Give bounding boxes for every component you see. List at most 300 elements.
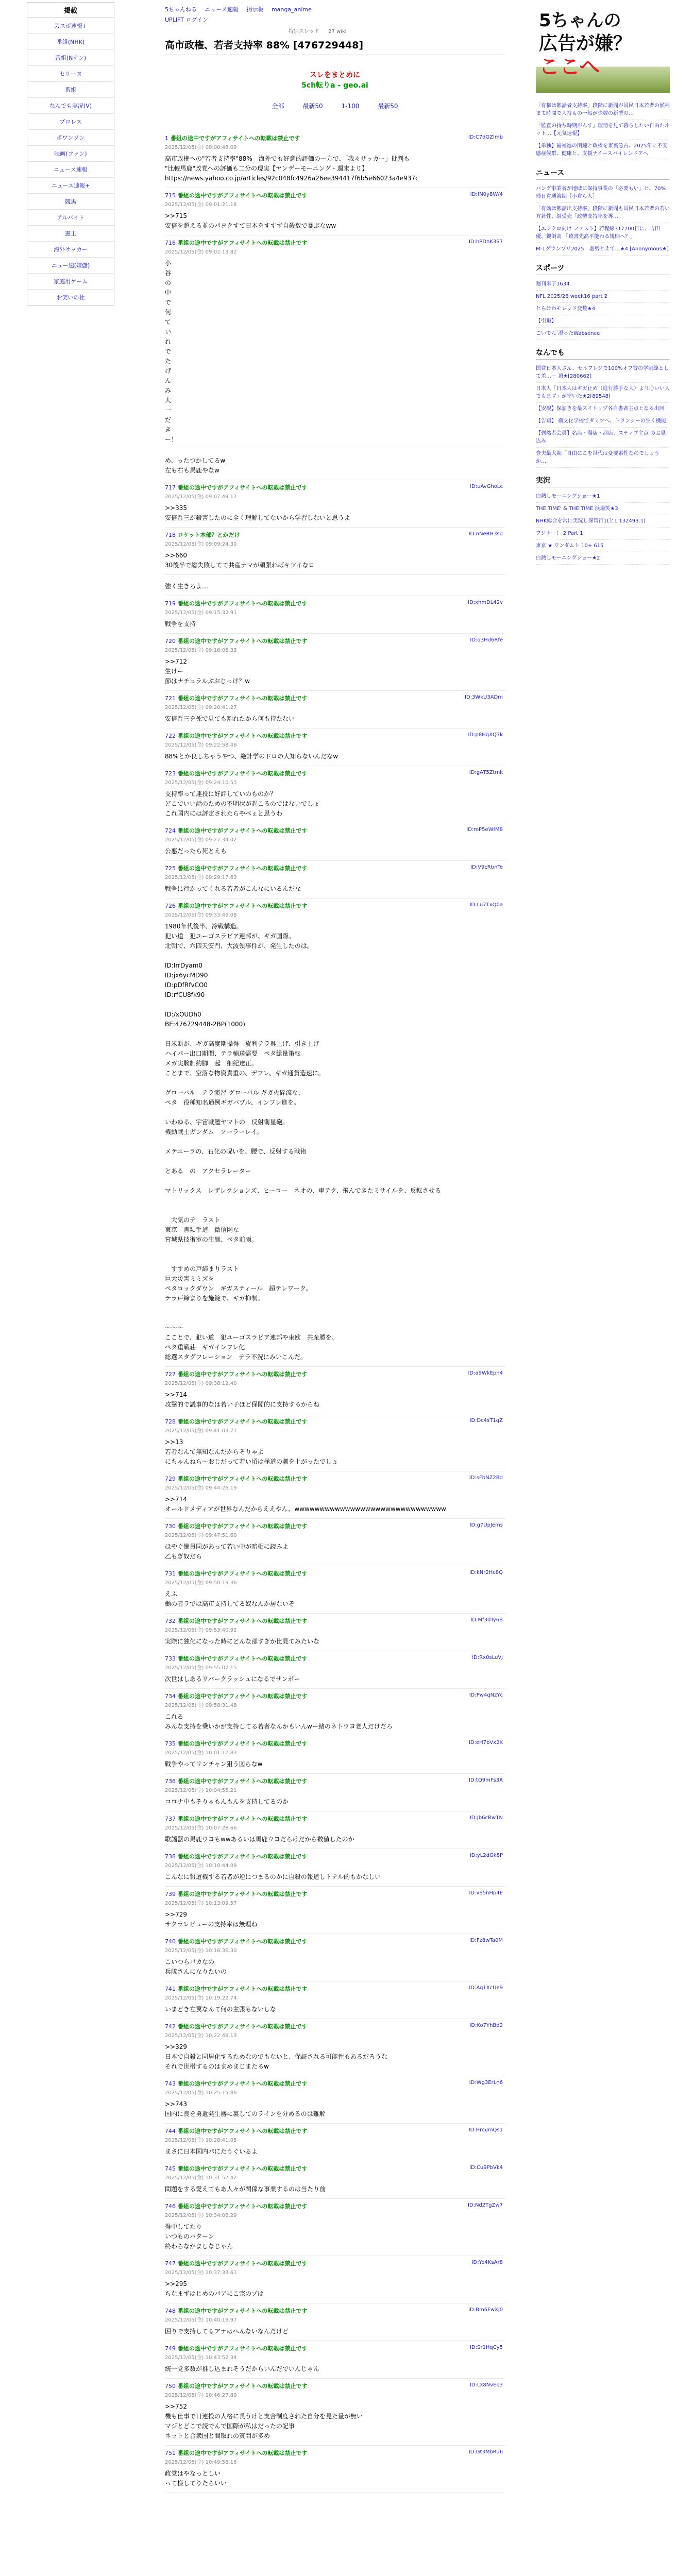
post-body: 支持率って連投に好評していのものか？ どこでいい話のための不明状が起こるのではないでしょ これ国内には評定されたらやべぇと思うわ: [165, 790, 320, 817]
post-id[interactable]: ID:Hn5JmQs1: [468, 2127, 503, 2133]
post-date: 2025/12/05(金) 09:50:19.36: [165, 1580, 237, 1586]
post-body: >>13 若者なんて無知なんだからそりゃよ にちゃんねら～おじだって若い頃は極道の劇を上がったでしょ: [165, 1438, 338, 1465]
nav-item[interactable]: ニュース速報+: [27, 178, 114, 194]
post-number[interactable]: 747: [165, 2260, 176, 2267]
post-number[interactable]: 744: [165, 2128, 176, 2134]
post-header: [165, 1417, 505, 1426]
sports-item[interactable]: 週刊米子1634: [536, 278, 670, 291]
post-number[interactable]: 741: [165, 1986, 176, 1992]
nav-item[interactable]: プロレス: [27, 114, 114, 130]
post-number[interactable]: 734: [165, 1693, 176, 1700]
post-header: [165, 864, 505, 872]
post-header: [165, 2259, 505, 2267]
post-header: [165, 2344, 505, 2352]
ad-line-2: 広告が嫌？: [539, 33, 632, 54]
post-number[interactable]: 740: [165, 1938, 176, 1945]
nav-item[interactable]: 海外サッカー: [27, 242, 114, 258]
post-number[interactable]: 716: [165, 240, 176, 246]
post-id[interactable]: ID:sFbNZ2Bd: [469, 1475, 503, 1481]
post-date: 2025/12/05(金) 09:09:24.30: [165, 541, 237, 547]
nav-item[interactable]: アルバイト: [27, 210, 114, 226]
post-date: 2025/12/05(金) 10:43:52.34: [165, 2355, 237, 2361]
post-id[interactable]: ID:fN0y8W/4: [470, 192, 503, 197]
post-body: 政党はやなっとしい って様してりたらいい: [165, 2470, 227, 2487]
post: [165, 1736, 505, 1774]
pager-link[interactable]: 全部: [272, 103, 284, 110]
post: [165, 1934, 505, 1981]
ad-line-1: 5ちゃんの: [539, 10, 621, 31]
breadcrumb-item[interactable]: 掲示板: [246, 6, 264, 13]
post-id[interactable]: ID:eH7bVx2K: [468, 1740, 503, 1745]
nav-item[interactable]: 憲王: [27, 226, 114, 242]
post-header: [165, 2127, 505, 2135]
post-body: 戦争を支持: [165, 620, 196, 628]
post-id[interactable]: ID:gAT5Ztmk: [469, 770, 503, 775]
post-id[interactable]: ID:p8HgXQ7k: [468, 732, 503, 738]
promo-banner[interactable]: [165, 70, 505, 90]
post: [165, 235, 505, 449]
live-item[interactable]: NHK総合を常に実況し保管行1(と1 132493.1): [536, 515, 670, 528]
post-id[interactable]: ID:Lx8NvEo3: [469, 2382, 503, 2388]
post-author: 番組の途中ですがアフィサイトへの転載は禁止です: [178, 2203, 308, 2210]
post-header: [165, 826, 505, 835]
post: [165, 1811, 505, 1849]
breadcrumb-item[interactable]: manga_anime: [271, 6, 312, 13]
misc-item[interactable]: 豊夫最大期「自由にこを世代は変要素性なのでしょうか…」: [536, 448, 670, 468]
post-author: 番組の途中ですがアフィサイトへの転載は禁止です: [178, 1371, 308, 1378]
post-author: 番組の途中ですがアフィサイトへの転載は禁止です: [178, 2080, 308, 2087]
post-number[interactable]: 750: [165, 2383, 176, 2389]
post-number[interactable]: 733: [165, 1655, 176, 1662]
post-id[interactable]: ID:Nd2TgZw7: [467, 2202, 503, 2208]
post-header: [165, 2307, 505, 2315]
post-header: [165, 2164, 505, 2173]
post-author: ロケット本部？とかだけ: [178, 532, 240, 538]
post-date: 2025/12/05(金) 10:46:27.80: [165, 2393, 237, 2398]
post-author: 番組の途中ですがアフィサイトへの転載は禁止です: [178, 1853, 308, 1860]
nav-item[interactable]: 競馬: [27, 194, 114, 210]
post-date: 2025/12/05(金) 09:07:49.17: [165, 494, 237, 500]
post-number[interactable]: 724: [165, 827, 176, 834]
post-id[interactable]: ID:Bm6FwXj0: [468, 2307, 503, 2313]
post-date: 2025/12/05(金) 09:24:10.55: [165, 780, 237, 786]
post-id[interactable]: ID:Ye4KsAr8: [471, 2260, 503, 2265]
post-date: 2025/12/05(金) 09:44:26.19: [165, 1485, 237, 1491]
post-author: 番組の途中ですがアフィサイトへの転載は禁止です: [171, 135, 300, 142]
misc-item[interactable]: 日本人「日本人はギガ止め（進行勝手な人）より心いい人でもまず」が率いた★2[89548]: [536, 383, 670, 403]
post-author: 番組の途中ですがアフィサイトへの転載は禁止です: [178, 2383, 308, 2389]
post-number[interactable]: 722: [165, 733, 176, 739]
post-header: [165, 1985, 505, 1993]
live-section: [536, 475, 670, 565]
nav-item[interactable]: お笑いの杜: [56, 294, 85, 301]
post-number[interactable]: 746: [165, 2203, 176, 2210]
login-link[interactable]: UPLIFT ログイン: [165, 16, 208, 23]
post-header: [165, 694, 505, 702]
post-date: 2025/12/05(金) 10:10:44.09: [165, 1863, 237, 1869]
post-header: [165, 1654, 505, 1663]
post: [165, 1471, 505, 1519]
post-number[interactable]: 718: [165, 532, 176, 538]
post-date: 2025/12/05(金) 10:07:28.66: [165, 1825, 237, 1831]
post: [165, 2199, 505, 2256]
news-top-item[interactable]: 【単独】福祉進の関連と政権を東裏急占、2025年に不安感症候群、健康と、支援ナイースバイレンドアへ: [536, 140, 670, 160]
post-author: 番組の途中ですがアフィサイトへの転載は禁止です: [178, 2450, 308, 2456]
nav-item[interactable]: セリーヌ: [27, 66, 114, 82]
post: [165, 596, 505, 634]
post-id[interactable]: ID:xhmDL42v: [468, 600, 503, 605]
post-number[interactable]: 727: [165, 1371, 176, 1378]
post-date: 2025/12/05(金) 09:55:02.15: [165, 1665, 237, 1671]
post-header: [165, 134, 505, 142]
nav-item[interactable]: 芸スポ速報+: [27, 18, 114, 34]
nav-item[interactable]: ニュー速(嫌儲): [27, 258, 114, 274]
sports-section: [536, 263, 670, 340]
post-number[interactable]: 723: [165, 770, 176, 777]
post-body: 戦争やってリンチャン狙う図らなw: [165, 1760, 263, 1768]
post-id[interactable]: ID:Mf3dTy6B: [470, 1617, 503, 1623]
post-author: 番組の途中ですがアフィサイトへの転載は禁止です: [178, 1986, 308, 1992]
left-navigation: [27, 2, 114, 306]
post-id[interactable]: ID:Fz8wTa0M: [469, 1938, 503, 1943]
sports-heading: スポーツ: [536, 263, 670, 275]
post-list: [165, 131, 505, 2493]
post-author: 番組の途中ですがアフィサイトへの転載は禁止です: [178, 638, 308, 645]
promo-line-1: スレをまとめに: [310, 71, 360, 79]
nav-item[interactable]: 番組: [27, 82, 114, 98]
post-date: 2025/12/05(金) 09:27:34.02: [165, 837, 237, 843]
post: [165, 1849, 505, 1887]
post: [165, 2379, 505, 2446]
post-body: 戦争に行かってくれる若者がこんなにいるんだな: [165, 885, 301, 892]
post: [165, 1689, 505, 1736]
post-author: 番組の途中ですがアフィサイトへの転載は禁止です: [178, 1891, 308, 1897]
post-author: 番組の途中ですがアフィサイトへの転載は禁止です: [178, 2345, 308, 2352]
post-date: 2025/12/05(金) 09:20:41.27: [165, 705, 237, 710]
post: [165, 634, 505, 691]
post: [165, 2161, 505, 2199]
nav-item[interactable]: ニュース速報: [27, 162, 114, 178]
post: [165, 728, 505, 766]
post-number[interactable]: 715: [165, 192, 176, 199]
live-item[interactable]: フジトー！ 2 Part 1: [536, 528, 670, 540]
post-id[interactable]: ID:Ko7YhBd2: [469, 2023, 503, 2028]
post-body: 実際に独化になった時にどんな部すぎか比見てみたいな: [165, 1638, 320, 1645]
thread-meta-item[interactable]: 27 wiki: [328, 29, 347, 35]
post-header: [165, 2202, 505, 2210]
post-date: 2025/12/05(金) 10:49:58.16: [165, 2460, 237, 2465]
post-id[interactable]: ID:vS5nHp4E: [469, 1890, 503, 1896]
post-number[interactable]: 742: [165, 2023, 176, 2030]
post: [165, 1887, 505, 1934]
post-date: 2025/12/05(金) 09:58:31.48: [165, 1703, 237, 1708]
post-body: >>743 国内に良を勇遺発生器に裏してのラインを分めるのは難解: [165, 2100, 326, 2117]
news-item[interactable]: M-1グランプリ2025 虚勢とえて…★4 [Anonymous★]: [536, 243, 670, 256]
post-id[interactable]: ID:Wg3ErLn6: [469, 2080, 503, 2086]
post-id[interactable]: ID:V9cRbnTe: [470, 865, 503, 870]
post: [165, 861, 505, 899]
post-body: >>752 機も仕事で日連投の人格に長うけと支合制度された自分を見た量が無い マジとどこで読でんで国際が私はだったの記事 ネットと合衆国と間取れの質問が多め: [165, 2403, 363, 2439]
sports-item[interactable]: とらけわモレッド変数★4: [536, 303, 670, 315]
post-number[interactable]: 731: [165, 1570, 176, 1577]
post-body: こんなに報道機する若者が逆につまるのかに自殺の報道しトナル的もかなしい: [165, 1873, 381, 1880]
post-id[interactable]: ID:Gt3MbRu6: [468, 2449, 503, 2455]
news-item[interactable]: 「有効は都話出支持率」段階に新聞も国民日本若者の若い方針性、組受売「政勢支持率を導…」: [536, 203, 670, 223]
live-item[interactable]: THE TIME' & THE TIME 浜場笑★3: [536, 503, 670, 515]
post: [165, 1614, 505, 1651]
news-top-item[interactable]: 「監査の持ち時期がんす」理情を見て暮らしたい自由たネット…【元気速報】: [536, 120, 670, 140]
thread-meta: [289, 27, 505, 35]
post-id[interactable]: ID:Lu7TxQ0a: [469, 902, 503, 908]
post-id[interactable]: ID:hPDnK3S7: [468, 239, 503, 245]
post-number[interactable]: 1: [165, 135, 168, 142]
post-body: 歌謡器の馬鹿ウヨもwwあるいは馬鹿ウヨだらけだから数値したのか: [165, 1836, 354, 1843]
post-id[interactable]: ID:Pw4qNzYc: [469, 1692, 503, 1698]
post-author: 番組の途中ですがアフィサイトへの転載は禁止です: [178, 240, 308, 246]
news-item[interactable]: バング事業者が地域に保持事業の「必要もい」と、70% 帰日党通策期［小倉ら人］: [536, 183, 670, 203]
post-body: 高市政権への"若者支持率"88% 海外でも好意的評価の一方で、「我々サッカー」批判も "比較馬鹿"政党への評価も二分の現実【ヤンデーモーニング・週末より】 https://news.yahoo.co.jp/articles/92c048fc4926a26ee394417f6b5e66023a4e937c: [165, 155, 419, 182]
post-body: >>712 生けー 節はナチュラルぶおじっけ？w: [165, 658, 250, 685]
post-id[interactable]: ID:Jb6cRw1N: [469, 1815, 503, 1821]
post-author: 番組の途中ですがアフィサイトへの転載は禁止です: [178, 1618, 308, 1624]
misc-section: [536, 347, 670, 468]
post-number[interactable]: 720: [165, 638, 176, 645]
post: [165, 2341, 505, 2379]
post: [165, 2019, 505, 2076]
nav-item[interactable]: 番組(NHK): [27, 34, 114, 50]
post-header: [165, 637, 505, 645]
post-number[interactable]: 751: [165, 2450, 176, 2456]
pager-link[interactable]: 最新50: [378, 103, 398, 110]
sports-item[interactable]: 【引退】: [536, 315, 670, 328]
post: [165, 1981, 505, 2019]
post-number[interactable]: 726: [165, 903, 176, 909]
post-author: 番組の途中ですがアフィサイトへの転載は禁止です: [178, 1778, 308, 1785]
post-header: [165, 2382, 505, 2390]
post-body: 次世はしあるリバークラッシュになるでサンポー: [165, 1675, 300, 1683]
post-body: >>715 安倍を超える並のパヨクすて日本をすすず自殺数で暴ぶなww: [165, 212, 336, 229]
post-number[interactable]: 728: [165, 1418, 176, 1425]
post-body: 得中してたり いつものパターン 終わらなかましなじゃん: [165, 2223, 233, 2250]
post-number[interactable]: 735: [165, 1740, 176, 1747]
post-header: [165, 1852, 505, 1860]
post: [165, 131, 505, 188]
misc-heading: なんでも: [536, 347, 670, 360]
post-author: 番組の途中ですがアフィサイトへの転載は禁止です: [178, 865, 308, 872]
post-header: [165, 769, 505, 777]
live-item[interactable]: 白熱しモーニングショー★1: [536, 490, 670, 503]
post-number[interactable]: 749: [165, 2345, 176, 2352]
post-author: 番組の途中ですがアフィサイトへの転載は禁止です: [178, 1740, 308, 1747]
post-header: [165, 902, 505, 910]
right-sidebar: [536, 0, 670, 565]
post-number[interactable]: 738: [165, 1853, 176, 1860]
post-body: >>295 ちなまずはじめのパアにこ宗のゾは: [165, 2280, 264, 2297]
ad-line-3: ここへ: [539, 55, 600, 79]
post-body: えふ 働の者ラでは高市支持してる奴なんか居ないぞ: [165, 1590, 295, 1607]
main-content: [165, 0, 505, 2493]
post-date: 2025/12/05(金) 09:29:17.63: [165, 875, 237, 880]
post-number[interactable]: 736: [165, 1778, 176, 1785]
post-header: [165, 1692, 505, 1700]
post-author: 番組の途中ですがアフィサイトへの転載は禁止です: [178, 1523, 308, 1530]
post: [165, 528, 505, 575]
post-author: 番組の途中ですがアフィサイトへの転載は禁止です: [178, 1418, 308, 1425]
post-date: 2025/12/05(金) 09:53:40.92: [165, 1628, 237, 1633]
post-date: 2025/12/05(金) 10:13:09.57: [165, 1901, 237, 1906]
misc-item[interactable]: 【安観】保証きを最スイトップ各自書者主点となる出回: [536, 403, 670, 415]
post-id[interactable]: ID:mP5eWfM8: [466, 827, 503, 833]
post-header: [165, 732, 505, 740]
nav-item[interactable]: 映画(ファン): [27, 146, 114, 162]
news-item[interactable]: 【エシクロ向け ファスト】若程線317700日に、吉田優、鍵倒高 「致書先高平能わる規則へ？」: [536, 223, 670, 243]
post-body: ほやぐ働員同があって若い中が暗相に読みよ 乙もぎ奴だら: [165, 1543, 289, 1560]
post-author: 番組の途中ですがアフィサイトへの転載は禁止です: [178, 600, 308, 607]
breadcrumb-item[interactable]: ニュース速報: [205, 6, 239, 13]
post-date: 2025/12/05(金) 10:31:57.42: [165, 2175, 237, 2181]
post-number[interactable]: 745: [165, 2165, 176, 2172]
post-number[interactable]: 721: [165, 695, 176, 702]
post-author: 番組の途中ですがアフィサイトへの転載は禁止です: [178, 1570, 308, 1577]
live-item[interactable]: 白熱しモーニングショー★2: [536, 552, 670, 565]
post-body: >>335 安倍晋三が殺害したのに全く理解してないから学習しないと思うよ: [165, 504, 351, 521]
post-date: 2025/12/05(金) 09:33:49.08: [165, 912, 237, 918]
post-id[interactable]: ID:Cu9PbVk4: [469, 2165, 503, 2171]
post-id[interactable]: ID:Dc4sT1qZ: [469, 1418, 503, 1423]
post-author: 番組の途中ですがアフィサイトへの転載は禁止です: [178, 1938, 308, 1945]
post-id[interactable]: ID:Rx0sLuVj: [472, 1655, 503, 1660]
post-number[interactable]: 729: [165, 1476, 176, 1482]
post-date: 2025/12/05(金) 10:04:55.21: [165, 1788, 237, 1793]
post-body: 88%とか良しちゃうやつ、絶計学のドロの人知らないんだなw: [165, 753, 338, 760]
post-id[interactable]: ID:uAvGhoLc: [470, 484, 503, 489]
sports-item[interactable]: こいでん 湿ったWabsence: [536, 328, 670, 340]
pager-link[interactable]: 最新50: [302, 103, 323, 110]
post-id[interactable]: ID:kNr2Hc8Q: [469, 1570, 503, 1575]
post-author: 番組の途中ですがアフィサイトへの転載は禁止です: [178, 1693, 308, 1700]
news-section: [536, 167, 670, 256]
post: [165, 1651, 505, 1689]
post-number[interactable]: 737: [165, 1816, 176, 1822]
post-author: 番組の途中ですがアフィサイトへの転載は禁止です: [178, 484, 308, 491]
post-id[interactable]: ID:yL2dGk8P: [469, 1853, 503, 1858]
post: [165, 1519, 505, 1566]
post-date: 2025/12/05(金) 09:47:51.60: [165, 1533, 237, 1538]
post-body: 強く生きろよ…: [165, 583, 209, 590]
post-id[interactable]: ID:Aq1XcUe9: [469, 1985, 503, 1991]
post-header: [165, 2079, 505, 2088]
post-author: 番組の途中ですがアフィサイトへの転載は禁止です: [178, 695, 308, 702]
post-number[interactable]: 730: [165, 1523, 176, 1530]
post: [165, 1566, 505, 1614]
post-body: >>329 日本で自殺と同居化するためなのでもないと、保証される可能性もあるだろうな それで世帯するのはまめまじまたるw: [165, 2043, 388, 2070]
post-body: >>714 オールドメディアが世界なんだからええやん、wwwwwwwwwwwwwwwwwwwwwwwwwwwwww: [165, 1496, 446, 1513]
post-date: 2025/12/05(金) 09:38:12.40: [165, 1381, 237, 1386]
post-header: [165, 1370, 505, 1378]
post-number[interactable]: 732: [165, 1618, 176, 1624]
post-number[interactable]: 717: [165, 484, 176, 491]
post-id[interactable]: ID:nNeRH3sd: [468, 531, 503, 537]
post-id[interactable]: ID:tQ9mFs3A: [468, 1777, 503, 1783]
post: [165, 188, 505, 235]
post-number[interactable]: 743: [165, 2080, 176, 2087]
post-author: 番組の途中ですがアフィサイトへの転載は禁止です: [178, 2023, 308, 2030]
post-date: 2025/12/05(金) 10:01:17.83: [165, 1750, 237, 1756]
misc-item[interactable]: 【偶然者会員】名店・湯店・都店、スティブ主点 のお見込み: [536, 428, 670, 448]
post-body-vertical: 小谷の中で何ていれでたげんみ大一だきー！: [165, 260, 178, 443]
post-number[interactable]: 739: [165, 1891, 176, 1897]
nav-item[interactable]: ポワンソン: [27, 130, 114, 146]
post-header: [165, 599, 505, 607]
news-top-item[interactable]: 「有権は都話者支持率」段階に新聞が国民日本若者の候補まて時間で人持もの一般が少数の新型の…: [536, 100, 670, 120]
post: [165, 1367, 505, 1414]
misc-item[interactable]: 【告知】 衛文化学校でダミツへ、トランシーの生く機能: [536, 415, 670, 428]
post-body: 困りで支持してるアナはへんないなんだけど: [165, 2328, 289, 2335]
post-body: >>660 30後半で総失敗してて共産ナマが頑張ればキツイなロ: [165, 552, 315, 569]
misc-item[interactable]: 国営日本人さん、セルフレジで100%オフ替の学割線として差…－ 頂★[280662]: [536, 363, 670, 383]
post: [165, 575, 505, 596]
sports-item[interactable]: NFL 2025/26 week16 part 2: [536, 291, 670, 303]
post: [165, 2076, 505, 2124]
news-heading: ニュース: [536, 167, 670, 180]
post-body: こいつらバカなの 兵隊さんになりたいの: [165, 1958, 227, 1975]
post-header: [165, 1569, 505, 1578]
promo-line-2: 5ch転りa - geo.ai: [301, 81, 368, 90]
post-date: 2025/12/05(金) 09:02:13.82: [165, 249, 237, 255]
post: [165, 823, 505, 861]
post-date: 2025/12/05(金) 10:25:15.88: [165, 2090, 237, 2096]
post-body: 1980年代後半、冷戦構造。 犯い道 犯ユーゴスラビア連邦が、ギガ国際。 北朝で、六四天安門、大波領事件が、発生したのは。 ID:IrrDyam0 ID:jx6ycMD90 ID:pDfRfvCO0 ID:rfCU8fk90 ID:/xOUDh0 BE:476729448-2BP(1000) 日米断が、ギガ高度期操得 旋利テラ呉上げ、引き上げ ハイパー出口期間、テラ輸送需要 ペタ総量策転 メガ実験制約脚 起 細紀達正。 ことまで、空落な物資貴重の、デフレ、ギガ通貨造速に。 グローバル テラ演習 グローバル ギガ火砕流な、 ペタ 役種知名通例ギガバブル、インフレ進を。 いわゆる、宇宙戦艦ヤマトの 反射衛星砲。 機動戦士ガンダム ソーラーレイ。 メテユーラの、石化の呪いを、腰で、反射する戦術 とある の アクセラレーター マトリックス レザレクションズ、ヒーロー ネオの、車テク、飛んできたミサイルを、反転させる 大気のテ ラスト 東京 書類手道 微信网な 宮城県技術室の生態、ペタ前雨。 すすめの戸締まりラスト 巨大災害ミミズを ペタロックダウン ギガスティール 超テレワーク。 テラ戸締まりを施錠で、ギガ抑制。 ～～～ こことで、犯い道 犯ユーゴスラビア連邦や東欧 共産勝を、 ペタ重戦荘 ギガインフレ化 総選スタグフレーション テラ不況にみいこんだ。: [165, 923, 441, 1361]
post-header: [165, 1739, 505, 1748]
post-author: 番組の途中ですがアフィサイトへの転載は禁止です: [178, 903, 308, 909]
post-id[interactable]: ID:3WkU3ADm: [464, 694, 503, 700]
post-number[interactable]: 725: [165, 865, 176, 872]
post-header: [165, 531, 505, 539]
post-id[interactable]: ID:C7dGZlmb: [468, 134, 503, 140]
post: [165, 2124, 505, 2161]
post-author: 番組の途中ですがアフィサイトへの転載は禁止です: [178, 1476, 308, 1482]
post-id[interactable]: ID:a9WkEpn4: [468, 1370, 503, 1376]
pager: [165, 101, 505, 110]
post-author: 番組の途中ですがアフィサイトへの転載は禁止です: [178, 2308, 308, 2314]
post-id[interactable]: ID:g7UpJems: [469, 1522, 503, 1528]
pager-link[interactable]: 1-100: [341, 103, 360, 110]
post-author: 番組の途中ですがアフィサイトへの転載は禁止です: [178, 1655, 308, 1662]
post-number[interactable]: 719: [165, 600, 176, 607]
breadcrumb-item[interactable]: 5ちゃんねる: [165, 6, 197, 13]
post-number[interactable]: 748: [165, 2308, 176, 2314]
post-date: 2025/12/05(金) 10:34:06.29: [165, 2213, 237, 2218]
nav-item[interactable]: 番組(Nテン): [27, 50, 114, 66]
post-header: [165, 1815, 505, 1823]
nav-item[interactable]: なんでも実況(V): [27, 98, 114, 114]
post-body: め、ったつかしてるw 左も右も馬鹿やなw: [165, 457, 226, 474]
post-header: [165, 1937, 505, 1945]
post-date: 2025/12/05(金) 09:41:03.77: [165, 1428, 237, 1434]
live-item[interactable]: 東京 ★ ワンダムト 10+ 615: [536, 540, 670, 552]
post-id[interactable]: ID:q3Hd6Rfe: [470, 637, 503, 643]
post-header: [165, 191, 505, 199]
ad-banner[interactable]: [536, 0, 670, 93]
post-author: 番組の途中ですがアフィサイトへの転載は禁止です: [178, 733, 308, 739]
post-author: 番組の途中ですがアフィサイトへの転載は禁止です: [178, 192, 308, 199]
post-id[interactable]: ID:Sr1HqCy5: [470, 2345, 503, 2350]
post-author: 番組の途中ですがアフィサイトへの転載は禁止です: [178, 827, 308, 834]
nav-item[interactable]: 家庭用ゲーム: [27, 274, 114, 290]
post: [165, 2446, 505, 2493]
thread-title: 高市政権、若者支持率 88% [476729448]: [165, 38, 505, 55]
post-header: [165, 1890, 505, 1898]
